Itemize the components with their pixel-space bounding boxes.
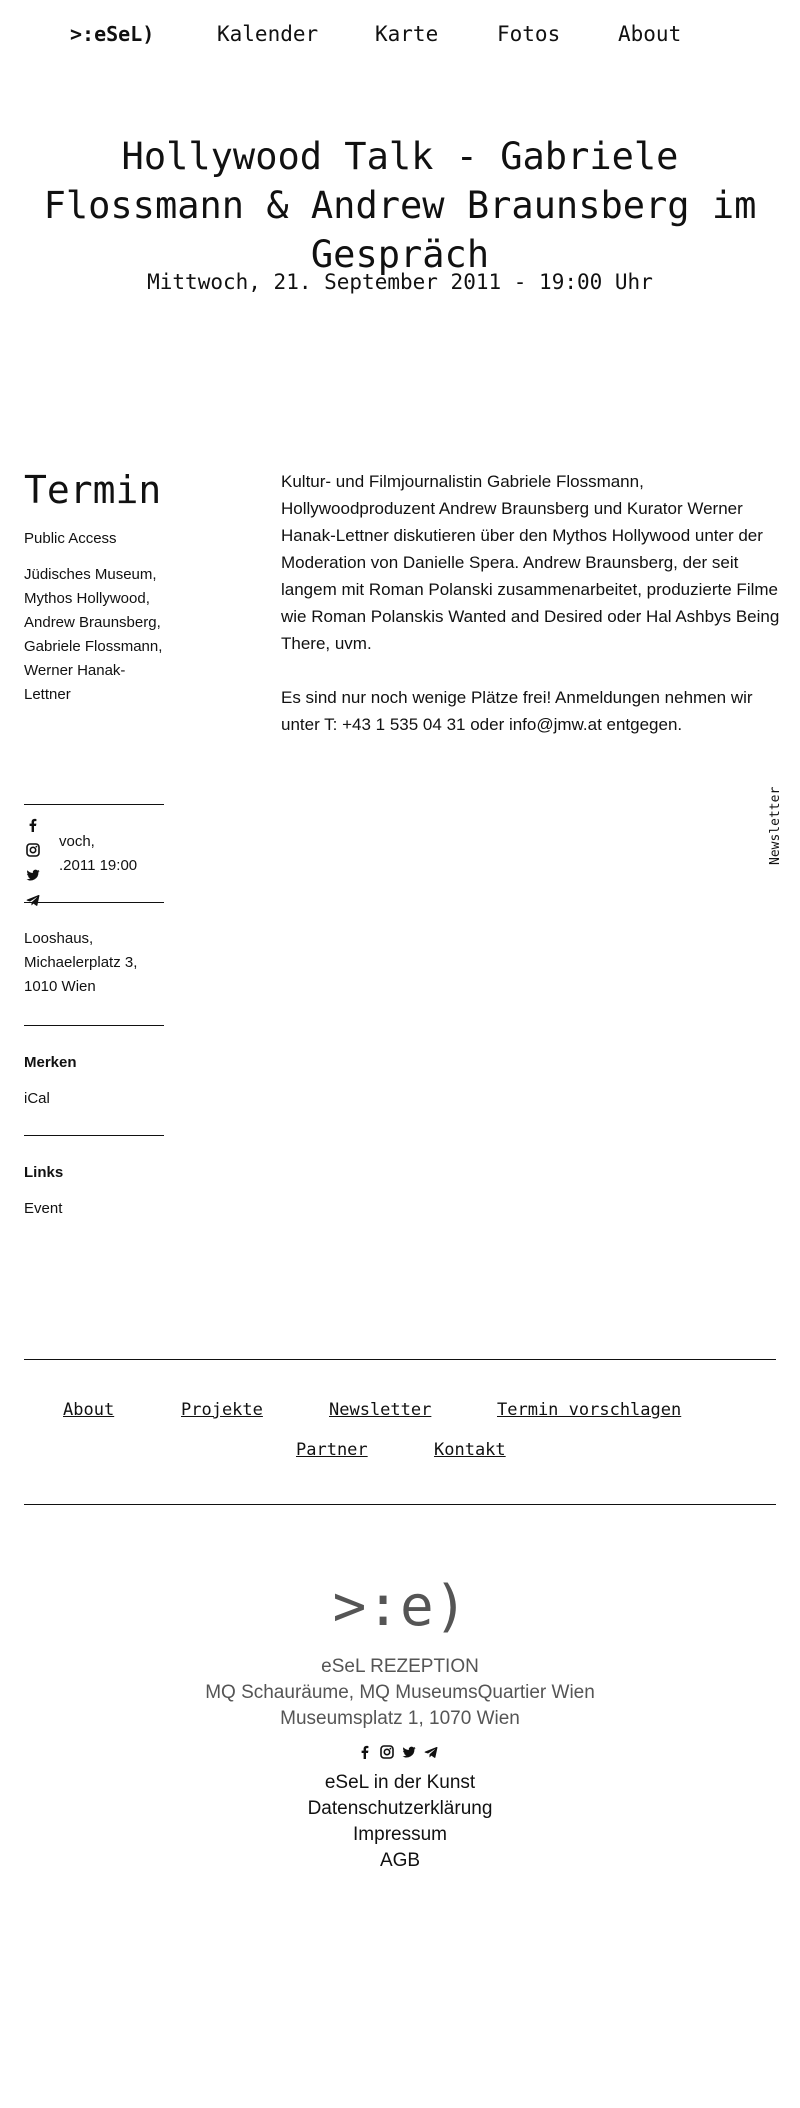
event-link[interactable]: Event	[24, 1200, 63, 1217]
footer-link-datenschutz[interactable]: Datenschutzerklärung	[307, 1798, 493, 1819]
divider	[24, 804, 164, 805]
footer-link-newsletter[interactable]: Newsletter	[329, 1400, 432, 1420]
footer-link-kontakt[interactable]: Kontakt	[434, 1440, 506, 1460]
event-date: Mittwoch, 21. September 2011 - 19:00 Uhr	[147, 270, 653, 294]
footer-link-esel-in-der-kunst[interactable]: eSeL in der Kunst	[324, 1772, 476, 1793]
footer-link-impressum[interactable]: Impressum	[353, 1824, 447, 1845]
instagram-icon[interactable]	[380, 1745, 394, 1759]
footer-link-about[interactable]: About	[63, 1400, 115, 1420]
divider	[24, 1025, 164, 1026]
sidebar-date-line2: .2011 19:00	[59, 857, 138, 874]
description-paragraph: Kultur- und Filmjournalistin Gabriele Flossmann, Hollywoodproduzent Andrew Braunsberg und Kurator Werner Hanak-Lettner diskutieren über den Mythos Hollywood unter der Moderation von Danielle Spera. Andrew Braunsberg, der seit langem mit Roman Polanski zusammenarbeitet, produzierte Filme wie Roman Polanskis Wanted and Desired oder Hal Ashbys Being There, uvm.	[281, 472, 780, 653]
facebook-icon[interactable]	[358, 1745, 372, 1759]
event-location[interactable]: Looshaus, Michaelerplatz 3, 1010 Wien	[24, 930, 138, 995]
ical-link[interactable]: iCal	[24, 1090, 50, 1107]
telegram-icon[interactable]	[424, 1745, 438, 1759]
nav-item-fotos[interactable]: Fotos	[497, 22, 561, 46]
event-description	[281, 468, 781, 765]
footer-link-partner[interactable]: Partner	[296, 1440, 368, 1460]
top-navigation	[0, 22, 800, 52]
footer-org-name: eSeL REZEPTION	[321, 1656, 479, 1677]
event-tags[interactable]: Jüdisches Museum, Mythos Hollywood, Andrew Braunsberg, Gabriele Flossmann, Werner Hanak-Lettner	[24, 566, 163, 703]
telegram-icon[interactable]	[26, 893, 40, 907]
facebook-icon[interactable]	[26, 818, 40, 832]
site-logo[interactable]: >:eSeL)	[70, 22, 155, 46]
event-title: Hollywood Talk - Gabriele Flossmann & Andrew Braunsberg im Gespräch	[43, 135, 757, 276]
sidebar-date-line1: voch,	[59, 833, 95, 850]
instagram-icon[interactable]	[26, 843, 40, 857]
share-bar	[26, 818, 44, 918]
footer-address: Museumsplatz 1, 1070 Wien	[280, 1708, 520, 1729]
description-paragraph: Es sind nur noch wenige Plätze frei! Anmeldungen nehmen wir unter T: +43 1 535 04 31 oder info@jmw.at entgegen.	[281, 688, 753, 734]
twitter-icon[interactable]	[402, 1745, 416, 1759]
footer-divider	[24, 1504, 776, 1505]
nav-item-about[interactable]: About	[618, 22, 682, 46]
merken-label: Merken	[24, 1054, 77, 1071]
nav-item-kalender[interactable]: Kalender	[217, 22, 319, 46]
links-label: Links	[24, 1164, 64, 1181]
footer-link-termin-vorschlagen[interactable]: Termin vorschlagen	[497, 1400, 682, 1420]
footer-venue: MQ Schauräume, MQ MuseumsQuartier Wien	[205, 1682, 595, 1703]
footer-logo: >:e)	[332, 1574, 468, 1639]
footer-divider	[24, 1359, 776, 1360]
divider	[24, 902, 164, 903]
footer-link-projekte[interactable]: Projekte	[181, 1400, 263, 1420]
divider	[24, 1135, 164, 1136]
termin-heading: Termin	[24, 468, 162, 512]
footer-social-icons	[358, 1745, 446, 1761]
newsletter-side-tab[interactable]: Newsletter	[768, 786, 783, 865]
twitter-icon[interactable]	[26, 868, 40, 882]
access-type: Public Access	[24, 530, 117, 547]
footer-link-agb[interactable]: AGB	[379, 1850, 421, 1871]
nav-item-karte[interactable]: Karte	[375, 22, 439, 46]
